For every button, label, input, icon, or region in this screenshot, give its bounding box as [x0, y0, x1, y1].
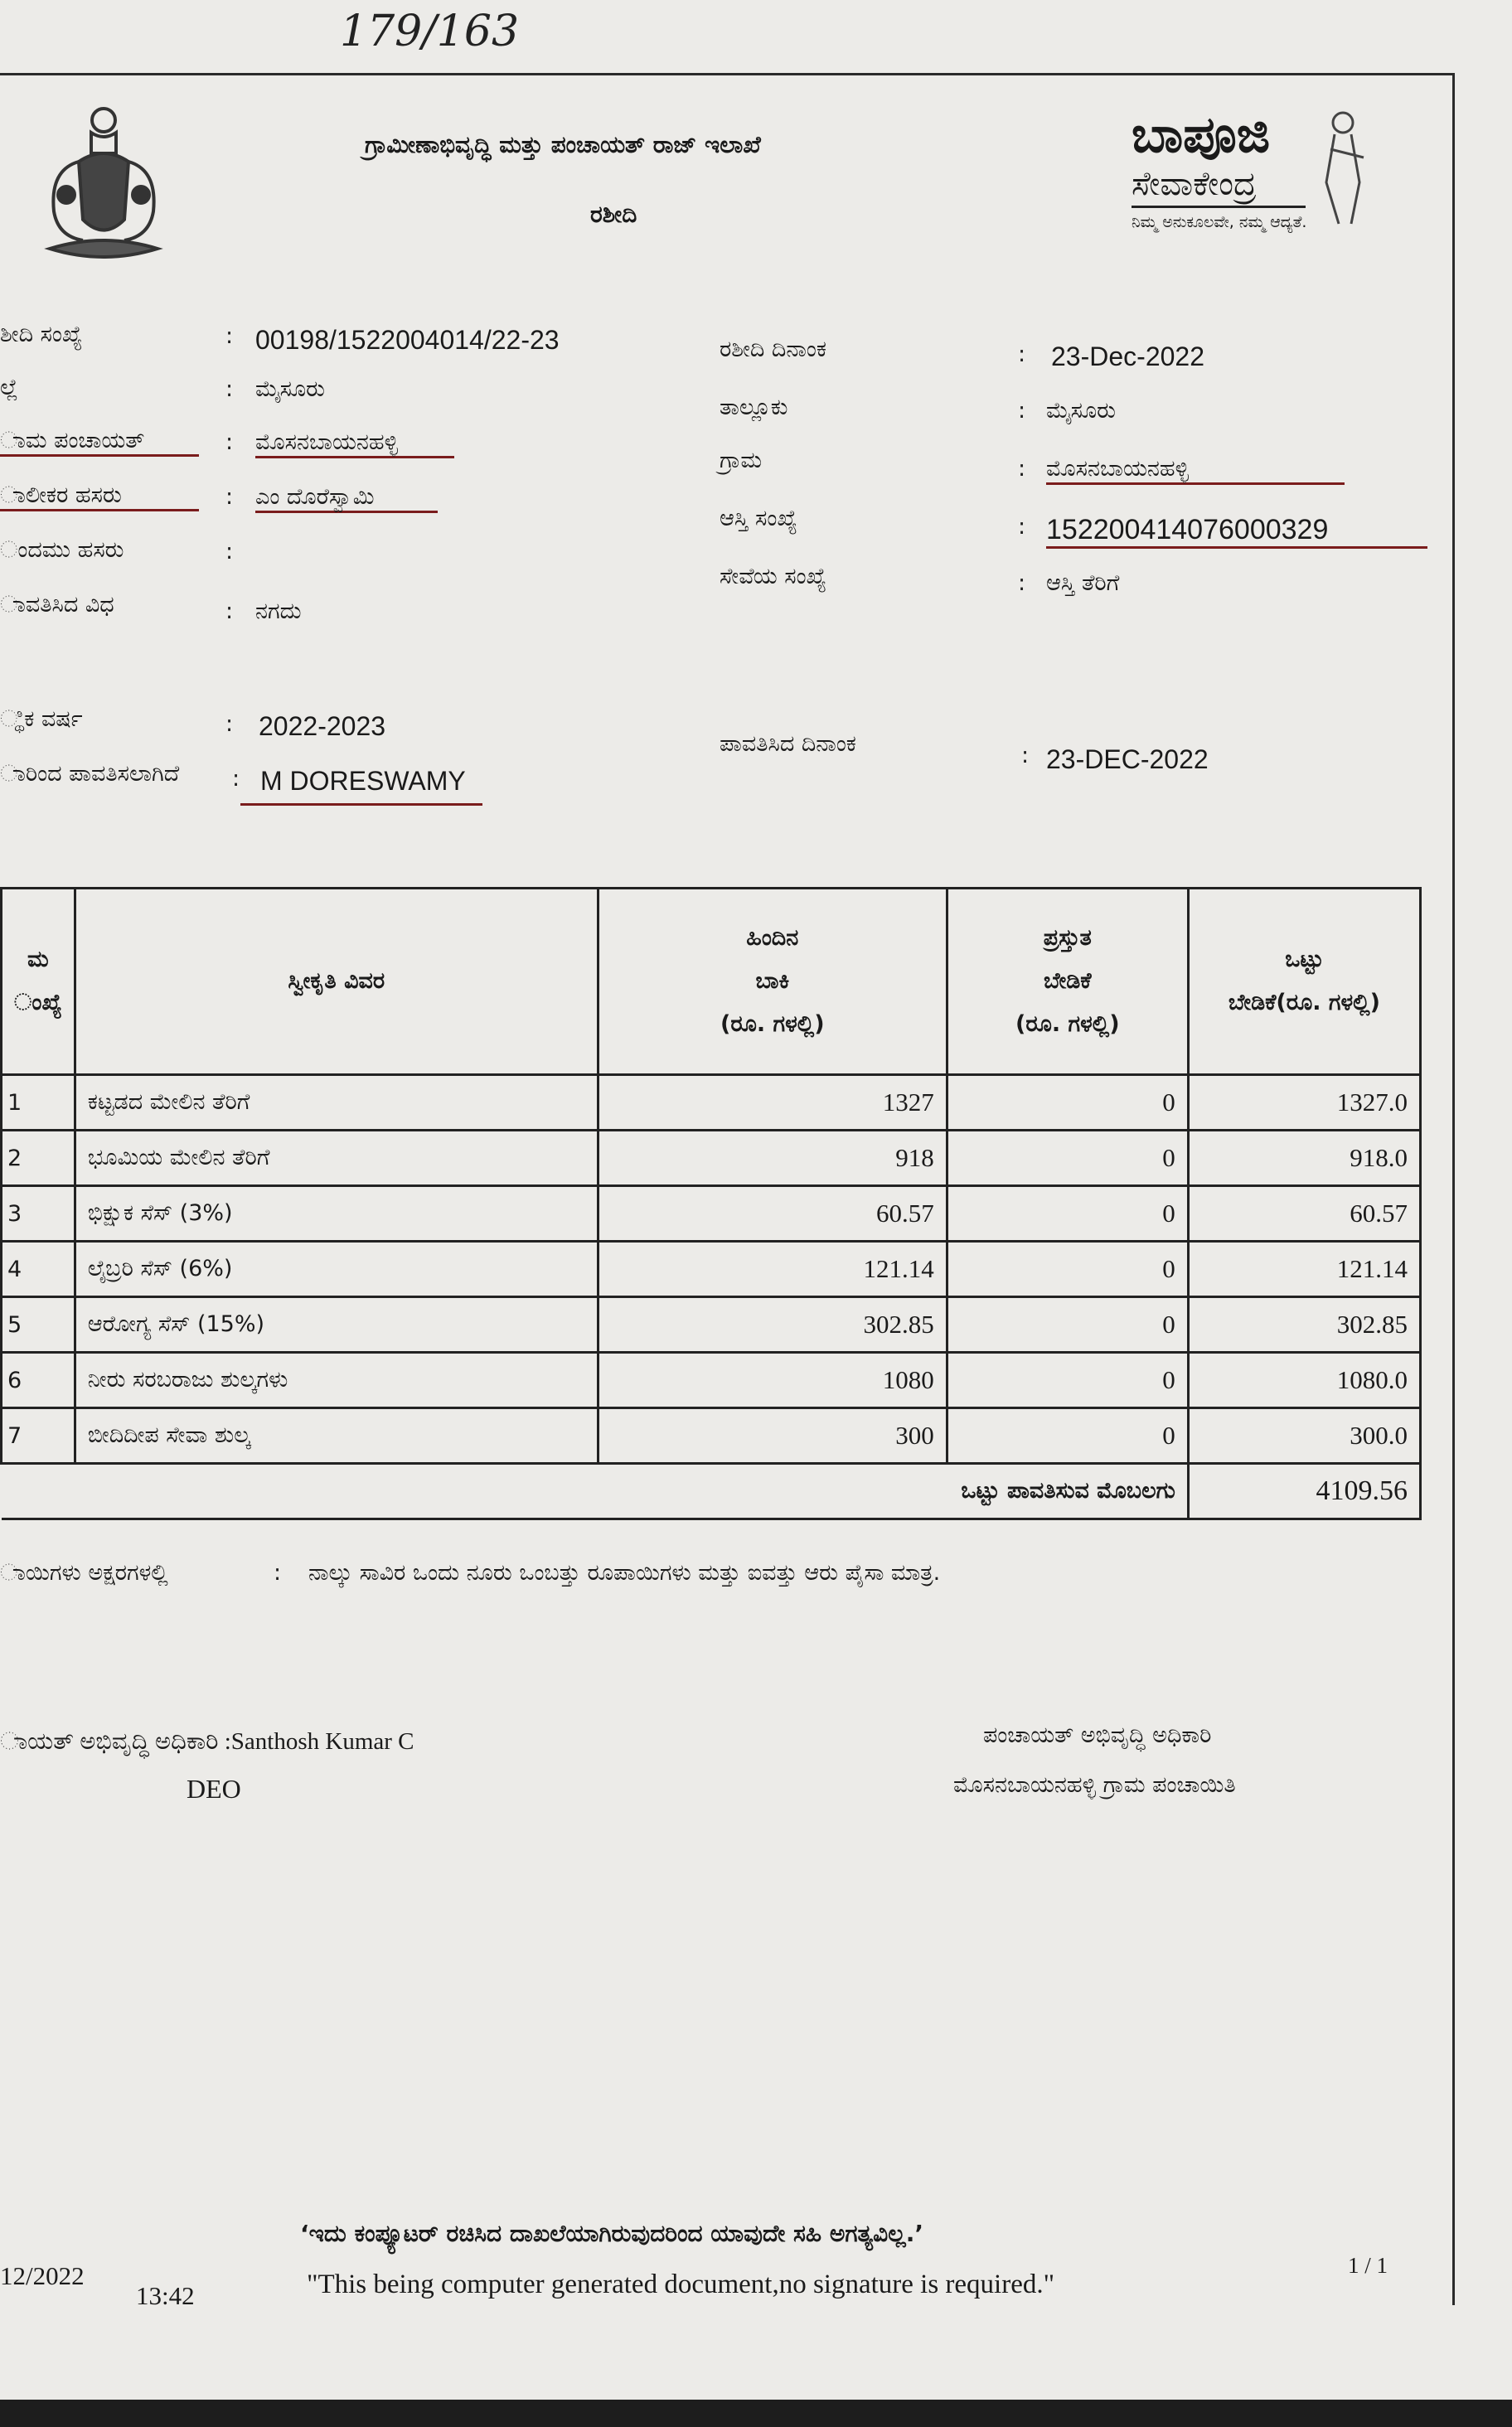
footer-page: 1 / 1	[1348, 2253, 1388, 2278]
footer-kannada-note: ‘ಇದು ಕಂಪ್ಯೂಟರ್ ರಚಿಸಿದ ದಾಖಲೆಯಾಗಿರುವುದರಿಂದ ಯಾವುದೇ ಸಹಿ ಅಗತ್ಯವಿಲ್ಲ.’	[300, 2220, 923, 2247]
footer-english-note: "This being computer generated document,no signature is required."	[307, 2270, 1055, 2299]
row-sl: 3	[2, 1186, 75, 1242]
table-row	[2, 1297, 1421, 1353]
department-title: ಗ್ರಾಮೀಣಾಭಿವೃದ್ಧಿ ಮತ್ತು ಪಂಚಾಯತ್ ರಾಜ್ ಇಲಾಖೆ	[365, 131, 761, 158]
row-total: 1080.0	[1188, 1353, 1420, 1408]
field-label: ಶೀದಿ ಸಂಖ್ಯೆ	[0, 322, 83, 347]
row-total: 300.0	[1188, 1408, 1420, 1464]
field-label: ಾಮ ಪಂಚಾಯತ್	[0, 428, 199, 457]
row-current: 0	[947, 1075, 1188, 1131]
village-value: ಮೊಸನಬಾಯನಹಳ್ಳಿ	[1046, 456, 1345, 485]
receipt-number: 00198/1522004014/22-23	[255, 325, 560, 355]
table-row	[2, 1242, 1421, 1297]
field-label: ಪಾವತಿಸಿದ ದಿನಾಂಕ	[720, 731, 856, 757]
row-current: 0	[947, 1131, 1188, 1186]
colon: :	[1021, 743, 1030, 768]
colon: :	[225, 323, 234, 349]
receipt-date-value: 23-Dec-2022	[1051, 342, 1204, 371]
row-arrears: 121.14	[598, 1242, 947, 1297]
header-particulars: ಸ್ವೀಕೃತಿ ವಿವರ	[75, 889, 598, 1075]
table-row	[2, 1408, 1421, 1464]
field-label: ಾರಿಂದ ಪಾವತಿಸಲಾಗಿದೆ	[0, 761, 180, 787]
row-desc: ಆರೋಗ್ಯ ಸೆಸ್ (15%)	[75, 1297, 598, 1353]
row-desc: ನೀರು ಸರಬರಾಜು ಶುಲ್ಕಗಳು	[75, 1353, 598, 1408]
colon: :	[1018, 456, 1026, 482]
row-sl: 1	[2, 1075, 75, 1131]
fee-table	[0, 887, 1422, 1520]
colon: :	[1018, 398, 1026, 424]
row-desc: ಬೀದಿದೀಪ ಸೇವಾ ಶುಲ್ಕ	[75, 1408, 598, 1464]
row-arrears: 300	[598, 1408, 947, 1464]
signatory-left-line1: ಾಯತ್ ಅಭಿವೃದ್ಧಿ ಅಧಿಕಾರಿ :Santhosh Kumar C	[0, 1728, 414, 1755]
colon: :	[1018, 514, 1026, 540]
amount-words-label: ಾಯಿಗಳು ಅಕ್ಷರಗಳಲ್ಲಿ	[0, 1560, 168, 1586]
footer-time: 13:42	[136, 2281, 195, 2310]
signatory-right-line2: ಮೊಸನಬಾಯನಹಳ್ಳಿ ಗ್ರಾಮ ಪಂಚಾಯಿತಿ	[953, 1772, 1236, 1798]
amount-words-value: ನಾಲ್ಕು ಸಾವಿರ ಒಂದು ನೂರು ಒಂಬತ್ತು ರೂಪಾಯಿಗಳು ಮತ್ತು ಐವತ್ತು ಆರು ಪೈಸಾ ಮಾತ್ರ.	[308, 1560, 941, 1586]
logo-tagline: ನಿಮ್ಮ ಅನುಕೂಲವೇ, ನಮ್ಮ ಆದ್ಯತೆ.	[1132, 213, 1307, 231]
row-current: 0	[947, 1408, 1188, 1464]
field-label: ಾವತಿಸಿದ ವಿಧ	[0, 592, 114, 618]
table-row	[2, 1131, 1421, 1186]
row-arrears: 302.85	[598, 1297, 947, 1353]
header-total: ಒಟ್ಟು ಬೇಡಿಕೆ(ರೂ. ಗಳಲ್ಲಿ)	[1188, 889, 1420, 1075]
field-label: ಗ್ರಾಮ	[720, 448, 763, 473]
colon: :	[225, 429, 234, 455]
receipt-title: ರಶೀದಿ	[590, 201, 637, 228]
taluk-value: ಮೈಸೂರು	[1046, 398, 1116, 424]
owner-name-value: ಎಂ ದೊರೆಸ್ವಾಮಿ	[255, 484, 438, 513]
row-sl: 7	[2, 1408, 75, 1464]
row-total: 121.14	[1188, 1242, 1420, 1297]
row-sl: 2	[2, 1131, 75, 1186]
row-desc: ಕಟ್ಟಡದ ಮೇಲಿನ ತೆರಿಗೆ	[75, 1075, 598, 1131]
grand-total-label: ಒಟ್ಟು ಪಾವತಿಸುವ ಮೊಬಲಗು	[2, 1464, 1189, 1519]
property-number-value: 152200414076000329	[1046, 514, 1427, 549]
field-label: ್ಥಿಕ ವರ್ಷ	[0, 706, 83, 732]
colon: :	[225, 376, 234, 402]
row-current: 0	[947, 1353, 1188, 1408]
row-total: 60.57	[1188, 1186, 1420, 1242]
table-row	[2, 1353, 1421, 1408]
colon: :	[1018, 342, 1026, 367]
grand-total-value: 4109.56	[1188, 1464, 1420, 1519]
row-current: 0	[947, 1186, 1188, 1242]
row-total: 918.0	[1188, 1131, 1420, 1186]
colon: :	[1018, 570, 1026, 596]
handwritten-number: 179/163	[340, 7, 520, 56]
payment-mode-value: ನಗದು	[255, 598, 302, 624]
field-label: ಆಸ್ತಿ ಸಂಖ್ಯೆ	[720, 506, 797, 531]
row-current: 0	[947, 1242, 1188, 1297]
row-total: 302.85	[1188, 1297, 1420, 1353]
field-label: ಸೇವೆಯ ಸಂಖ್ಯೆ	[720, 564, 827, 589]
row-arrears: 60.57	[598, 1186, 947, 1242]
table-row	[2, 1186, 1421, 1242]
field-label: ಲ್ಲೆ	[0, 375, 18, 400]
row-arrears: 1327	[598, 1075, 947, 1131]
table-header-row	[2, 889, 1421, 1075]
header-current: ಪ್ರಸ್ತುತ ಬೇಡಿಕೆ (ರೂ. ಗಳಲ್ಲಿ)	[947, 889, 1188, 1075]
district-value: ಮೈಸೂರು	[255, 376, 325, 402]
field-label: ಂದಮು ಹಸರು	[0, 537, 124, 563]
colon: :	[274, 1560, 282, 1586]
table-row	[2, 1075, 1421, 1131]
row-arrears: 1080	[598, 1353, 947, 1408]
colon: :	[232, 766, 240, 792]
logo-line2: ಸೇವಾಕೇಂದ್ರ	[1132, 162, 1306, 208]
grand-total-row	[2, 1464, 1421, 1519]
row-desc: ಭೂಮಿಯ ಮೇಲಿನ ತೆರಿಗೆ	[75, 1131, 598, 1186]
financial-year-value: 2022-2023	[259, 711, 386, 741]
colon: :	[225, 484, 234, 510]
karnataka-emblem-icon	[33, 95, 174, 269]
paid-by-value: M DORESWAMY	[240, 766, 482, 806]
scan-edge	[0, 2400, 1512, 2427]
gram-panchayat-value: ಮೊಸನಬಾಯನಹಳ್ಳಿ	[255, 429, 454, 458]
row-sl: 5	[2, 1297, 75, 1353]
row-desc: ಲೈಬ್ರರಿ ಸೆಸ್ (6%)	[75, 1242, 598, 1297]
row-sl: 4	[2, 1242, 75, 1297]
row-arrears: 918	[598, 1131, 947, 1186]
colon: :	[225, 711, 234, 737]
footer-date: 12/2022	[0, 2261, 85, 2290]
row-desc: ಭಿಕ್ಷುಕ ಸೆಸ್ (3%)	[75, 1186, 598, 1242]
logo-line1: ಬಾಪೂಜಿ	[1132, 106, 1271, 164]
field-label: ತಾಲ್ಲೂಕು	[720, 395, 788, 420]
field-label: ಾಲೀಕರ ಹಸರು	[0, 482, 199, 511]
service-value: ಆಸ್ತಿ ತೆರಿಗೆ	[1046, 570, 1120, 596]
signatory-left-line2: DEO	[187, 1774, 241, 1804]
header-sl: ಮ ಂಖ್ಯೆ	[2, 889, 75, 1075]
gandhi-figure-icon	[1306, 108, 1380, 232]
row-current: 0	[947, 1297, 1188, 1353]
row-total: 1327.0	[1188, 1075, 1420, 1131]
colon: :	[225, 598, 234, 624]
row-sl: 6	[2, 1353, 75, 1408]
field-label: ರಶೀದಿ ದಿನಾಂಕ	[720, 337, 826, 362]
signatory-right-line1: ಪಂಚಾಯತ್ ಅಭಿವೃದ್ಧಿ ಅಧಿಕಾರಿ	[983, 1722, 1212, 1748]
header-arrears: ಹಿಂದಿನ ಬಾಕಿ (ರೂ. ಗಳಲ್ಲಿ)	[598, 889, 947, 1075]
paid-date-value: 23-DEC-2022	[1046, 744, 1209, 774]
colon: :	[225, 539, 234, 564]
